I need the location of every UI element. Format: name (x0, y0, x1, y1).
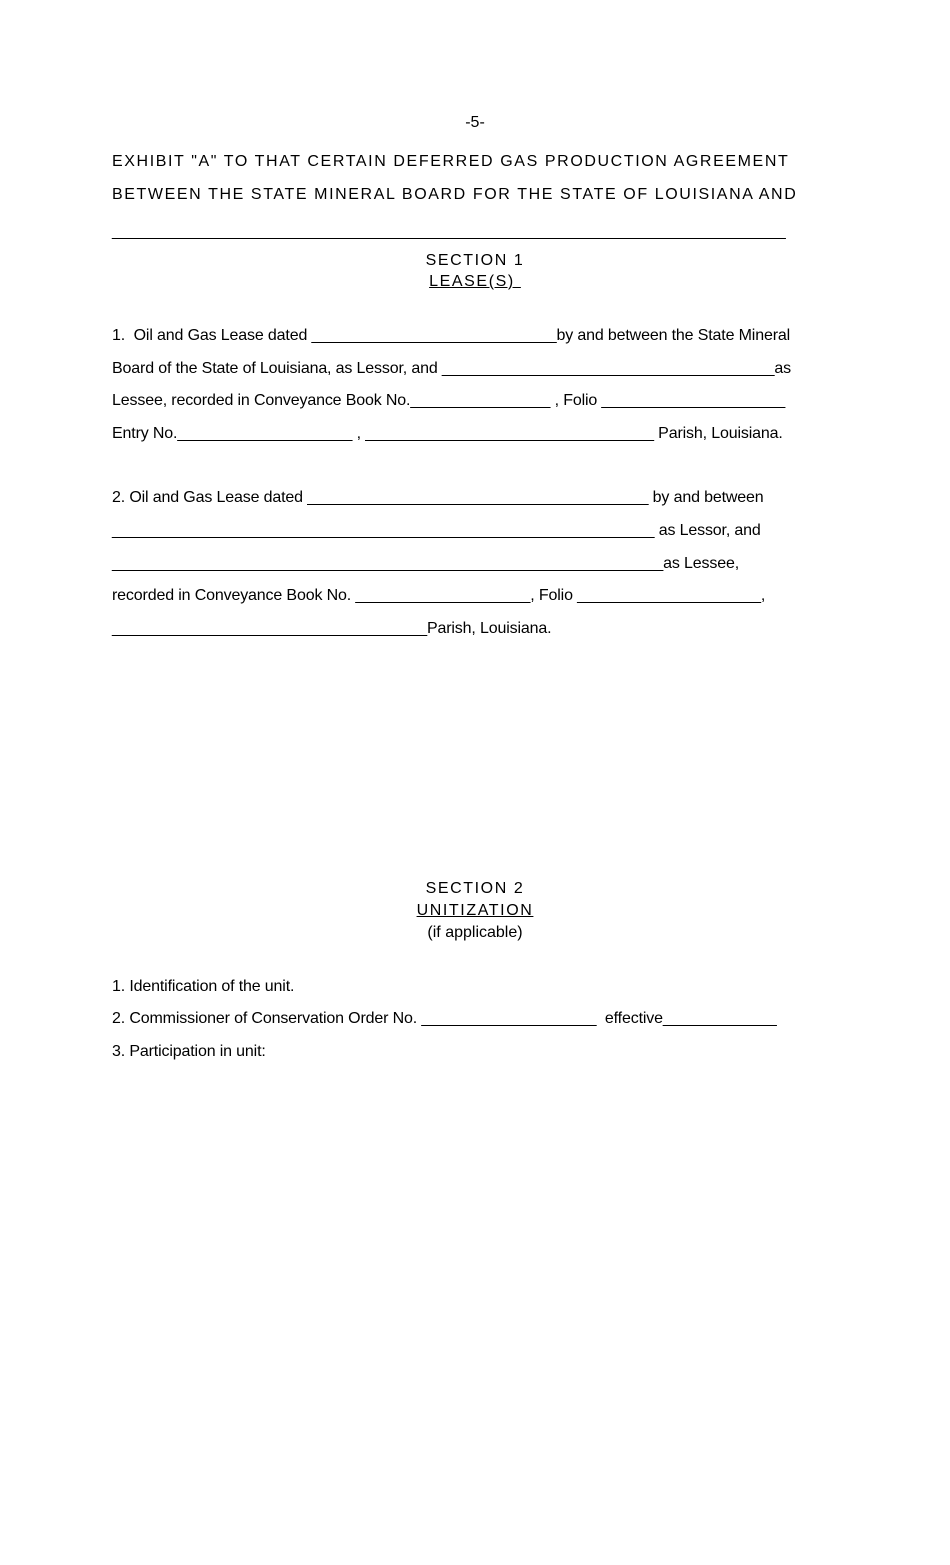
exhibit-blank-line: _____________________________________________________________________________ (112, 223, 786, 240)
lease-2-line-4: recorded in Conveyance Book No. ____________________, Folio _____________________, (112, 587, 766, 604)
section-1-heading: SECTION 1 (425, 252, 525, 269)
unit-item-3: 3. Participation in unit: (112, 1043, 266, 1060)
page-number: -5- (465, 114, 485, 131)
lease-2-line-3: _______________________________________________________________as Lessee, (112, 555, 740, 572)
lease-1-line-4: Entry No.____________________ , _________________________________ Parish, Louisiana. (112, 425, 783, 442)
section-2-heading: SECTION 2 (425, 880, 525, 897)
lease-1-line-3: Lessee, recorded in Conveyance Book No.________________ , Folio _____________________ (112, 392, 786, 409)
lease-1-line-1: 1. Oil and Gas Lease dated ____________________________by and between the State Mineral (112, 327, 791, 344)
unit-item-1: 1. Identification of the unit. (112, 978, 295, 995)
lease-2-line-5: ____________________________________Parish, Louisiana. (112, 620, 552, 637)
lease-2-line-2: ______________________________________________________________ as Lessor, and (112, 522, 761, 539)
lease-2-line-1: 2. Oil and Gas Lease dated _______________________________________ by and between (112, 489, 764, 506)
exhibit-title-line-2: BETWEEN THE STATE MINERAL BOARD FOR THE STATE OF LOUISIANA AND (112, 186, 798, 203)
unit-item-2: 2. Commissioner of Conservation Order No. ____________________ effective_____________ (112, 1010, 777, 1027)
section-2-note: (if applicable) (427, 924, 523, 941)
section-1-subheading: LEASE(S) (429, 273, 521, 290)
lease-1-line-2: Board of the State of Louisiana, as Lessor, and ______________________________________as (112, 360, 791, 377)
section-2-subheading: UNITIZATION (416, 902, 534, 919)
exhibit-title-line-1: EXHIBIT "A" TO THAT CERTAIN DEFERRED GAS PRODUCTION AGREEMENT (112, 153, 790, 170)
